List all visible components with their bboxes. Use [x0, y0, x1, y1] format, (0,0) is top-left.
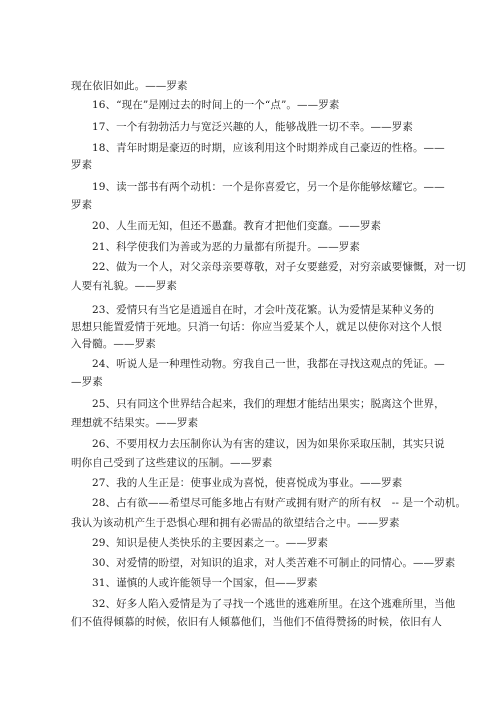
quote-30: 30、对爱情的盼望，对知识的追求，对人类苦难不可制止的同情心。——罗素 — [92, 557, 456, 569]
quote-24-cont: —罗素 — [71, 376, 103, 388]
quote-32-cont: 们不值得倾慕的时候，依旧有人倾慕他们，当他们不值得赞扬的时候，依旧有人 — [71, 616, 442, 628]
quote-16: 16、“现在”是刚过去的时间上的一个“点”。——罗素 — [92, 99, 340, 111]
quote-31: 31、谨慎的人或许能领导一个国家，但——罗素 — [92, 577, 318, 589]
quote-18-cont: 罗素 — [71, 159, 93, 171]
quote-29: 29、知识是使人类快乐的主要因素之一。——罗素 — [92, 537, 329, 549]
quote-20: 20、人生而无知，但还不愚蠢。教育才把他们变蠢。——罗素 — [92, 220, 382, 232]
quote-26-cont: 明你自己受到了这些建议的压制。——罗素 — [71, 457, 273, 469]
quote-23-cont: 思想只能置爱情于死地。只消一句话：你应当爱某个人，就足以使你对这个人恨 — [71, 321, 442, 333]
quote-24: 24、听说人是一种理性动物。穷我自己一世，我都在寻找这观点的凭证。— — [92, 358, 445, 370]
quote-19: 19、读一部书有两个动机：一个是你喜爱它，另一个是你能够炫耀它。—— — [92, 181, 445, 193]
quote-22-cont: 人要有礼貌。——罗素 — [71, 280, 177, 292]
quote-28: 28、占有欲——希望尽可能多地占有财产或拥有财产的所有权 -- 是一个动机。 — [92, 497, 467, 509]
quote-32: 32、好多人陷入爱情是为了寻找一个逃世的逃难所里。在这个逃难所里，当他 — [92, 598, 456, 610]
quote-22: 22、做为一个人，对父亲母亲要尊敬，对子女要慈爱，对穷亲戚要慷慨，对一切 — [92, 261, 466, 273]
text-line: 现在依旧如此。——罗素 — [71, 80, 188, 92]
quote-26: 26、不要用权力去压制你认为有害的建议，因为如果你采取压制，其实只说 — [92, 438, 445, 450]
quote-17: 17、一个有勃勃活力与宽泛兴趣的人，能够战胜一切不幸。——罗素 — [92, 121, 413, 133]
quote-25: 25、只有同这个世界结合起来，我们的理想才能结出果实；脱离这个世界， — [92, 398, 445, 410]
quote-28-cont: 我认为该动机产生于恐惧心理和拥有必需品的欲望结合之中。——罗素 — [71, 517, 400, 529]
quote-23: 23、爱情只有当它是逍遥自在时，才会叶茂花繁。认为爱情是某种义务的 — [92, 304, 435, 316]
quote-18: 18、青年时期是豪迈的时期，应该利用这个时期养成自己豪迈的性格。—— — [92, 142, 445, 154]
quote-19-cont: 罗素 — [71, 199, 93, 211]
quote-21: 21、科学使我们为善或为恶的力量都有所提升。——罗素 — [92, 241, 360, 253]
quote-23-cont2: 入骨髓。——罗素 — [71, 338, 156, 350]
quote-25-cont: 理想就不结果实。——罗素 — [71, 417, 199, 429]
quote-27: 27、我的人生正是：使事业成为喜悦，使喜悦成为事业。——罗素 — [92, 477, 403, 489]
